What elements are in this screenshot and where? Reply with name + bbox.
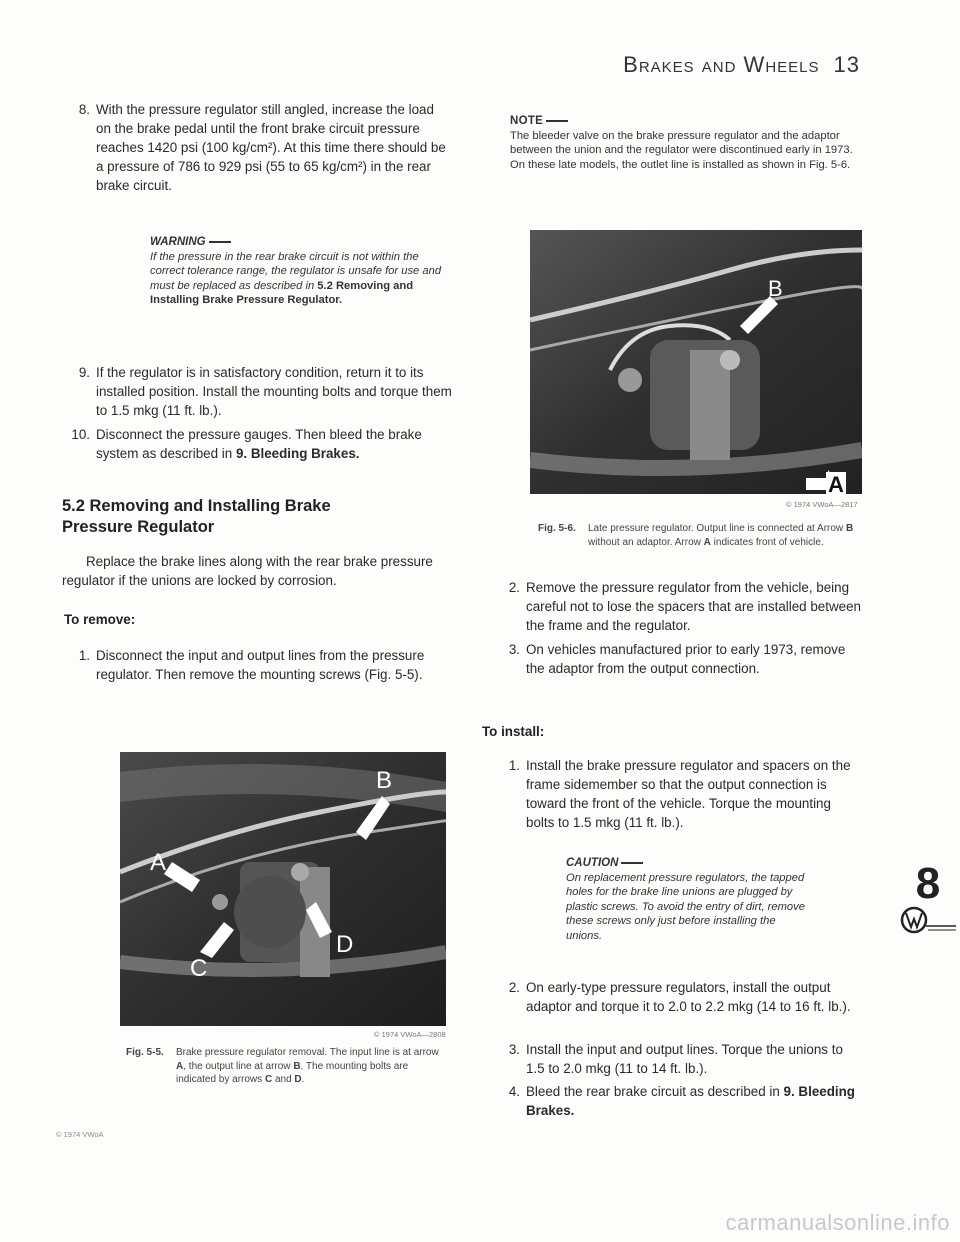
note-block [510,114,856,172]
page-header [623,52,860,78]
to-remove-heading: To remove: [64,612,136,627]
remove-step-2: 2. Remove the pressure regulator from the vehicle, being careful not to lose the spacers that are installed between the frame and the regulator. [508,580,861,633]
install-step-4-ref: 9. Bleeding Brakes. [526,1084,855,1118]
fig55-letter-c: C [190,955,208,982]
note-text: The bleeder valve on the brake pressure regulator and the adaptor between the union and the regulator were discontinued early in 1973. On these late models, the outlet line is installed as shown in Fig. 5-6. [510,129,853,171]
warning-ref: 5.2 Removing and Installing Brake Pressure Regulator. [150,279,414,306]
fig55-letter-b: B [376,767,393,794]
install-step-4: 4. Bleed the rear brake circuit as described in 9. Bleeding Brakes. [508,1084,855,1118]
to-install-heading: To install: [482,724,545,739]
section-name: Brakes and Wheels [623,52,820,77]
step-10: 10. Disconnect the pressure gauges. Then bleed the brake system as described in 9. Bleeding Brakes. [71,427,422,461]
remove-step-1: 1. Disconnect the input and output lines from the pressure regulator. Then remove the mounting screws (Fig. 5-5). [78,648,425,682]
fig56-front-arrow-label: A [828,472,844,497]
install-step-1: 1. Install the brake pressure regulator and spacers on the frame sidemember so that the output connection is toward the front of the vehicle. Torque the mounting bolts to 1.5 mkg (11 ft. lb.). [508,758,851,830]
section-title: 5.2 Removing and Installing Brake Pressure Regulator [62,497,331,536]
warning-text: If the pressure in the rear brake circuit is not within the correct tolerance range, the regulator is unsafe for use and must be replaced as described in [150,250,442,292]
note-title: NOTE [510,114,856,129]
section-tab-number: 8 [915,859,941,908]
fig55-credit: © 1974 VWoA—2808 [374,1030,446,1039]
figure-5-5-photo [120,752,446,1026]
install-step-3: 3. Install the input and output lines. Torque the unions to 1.5 to 2.0 mkg (11 to 14 ft. lb.). [508,1042,843,1076]
figure-5-6-photo [530,230,862,494]
step-10-ref: 9. Bleeding Brakes. [235,446,360,461]
remove-step-3: 3. On vehicles manufactured prior to early 1973, remove the adaptor from the output connection. [508,642,846,676]
footer-credit: © 1974 VWoA [56,1130,104,1139]
warning-block [150,235,442,308]
fig55-caption: Fig. 5-5. Brake pressure regulator removal. The input line is at arrow A, the output line at arrow B. The mounting bolts are indicated by arrows C and D. [126,1047,439,1085]
warning-title: WARNING [150,235,442,250]
section-tab [898,859,958,939]
fig56-credit: © 1974 VWoA—2817 [786,500,858,509]
caution-title: CAUTION [566,856,810,871]
install-step-2: 2. On early-type pressure regulators, install the output adaptor and torque it to 2.0 to 2.2 mkg (14 to 16 ft. lb.). [508,980,851,1014]
fig55-letter-d: D [336,931,354,958]
fig55-letter-a: A [150,849,167,876]
step-9: 9. If the regulator is in satisfactory condition, return it to its installed position. Install the mounting bolts and torque them to 1.5 mkg (11 ft. lb.). [78,365,452,418]
vw-logo-icon [898,906,958,934]
fig56-letter-b: B [768,276,783,301]
intro-paragraph: Replace the brake lines along with the rear brake pressure regulator if the unions are locked by corrosion. [62,554,433,588]
caution-text: On replacement pressure regulators, the tapped holes for the brake line unions are plugged by plastic screws. To avoid the entry of dirt, remove these screws only just before installing the unions. [566,871,805,942]
fig56-caption: Fig. 5-6. Late pressure regulator. Output line is connected at Arrow B without an adaptor. Arrow A indicates front of vehicle. [538,523,854,548]
step-8: 8. With the pressure regulator still angled, increase the load on the brake pedal until the front brake circuit pressure reaches 1420 psi (100 kg/cm²). At this time there should be a pressure of 786 to 929 psi (55 to 65 kg/cm²) in the rear brake circuit. [78,102,446,193]
watermark: carmanualsonline.info [725,1210,950,1235]
caution-block [566,856,810,943]
page-number: 13 [833,52,860,77]
